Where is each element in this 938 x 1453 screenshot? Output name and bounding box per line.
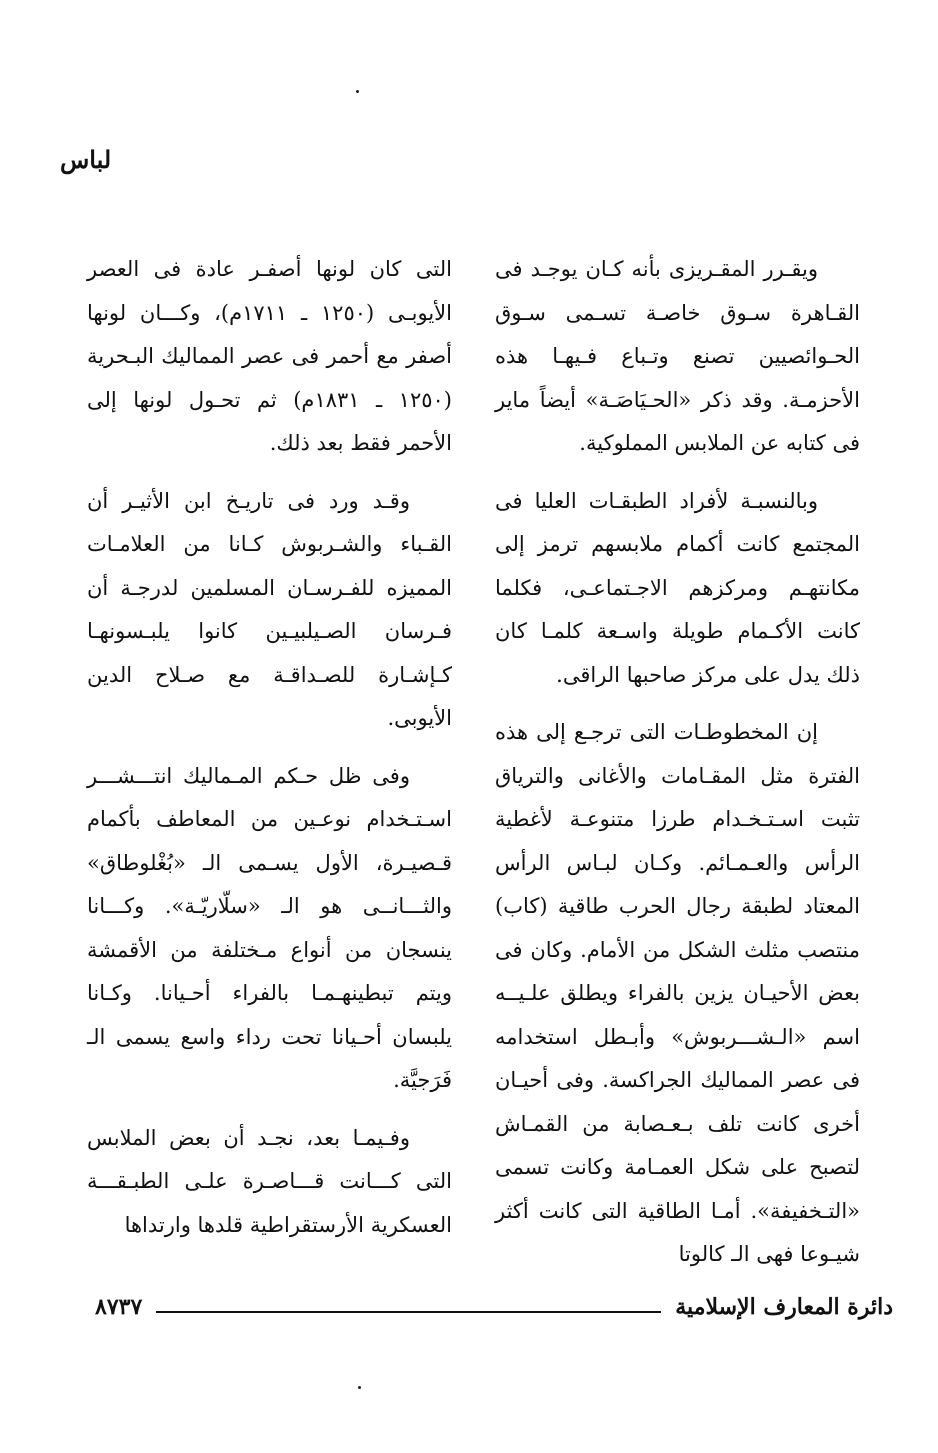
text-column-right <box>495 248 860 1291</box>
page-number: ٨٧٣٧ <box>95 1294 143 1320</box>
paragraph: ويقـرر المقـريزى بأنه كـان يوجـد فى القـاهرة سـوق خاصـة تسـمى سـوق الحـوائصيين تصنع وتـباع فـيهـا هذه الأحزمـة. وقد ذكر «الحـيَاصَـة» أيضاً ماير فى كتابه عن الملابس المملوكية. <box>495 257 860 455</box>
paragraph: وبالنسبـة لأفراد الطبقـات العليا فى المجتمع كانت أكمام ملابسهم ترمز إلى مكانتهـم ومركزهم الاجـتماعـى، فكلما كانت الأكـمام طويلة واسـعة كلمـا كان ذلك يدل على مركز صاحبها الراقى. <box>495 488 860 687</box>
footer-rule <box>156 1311 661 1313</box>
scan-speck-top <box>356 90 359 93</box>
page-footer <box>95 1290 893 1324</box>
running-head-title: لباس <box>60 145 112 174</box>
scan-speck-bottom <box>358 1386 361 1389</box>
text-column-left <box>87 248 452 1261</box>
paragraph: وفى ظل حـكم المـماليك انتـــشـــر اسـتـخدام نوعـين من المعاطف بأكمام قـصيـرة، الأول يسـمى الـ «بُغْلوطاق» والثـــانــى هو الـ «سلّاريّـة». وكـــانا ينسجان من أنواع مـختلفة من الأقمشة ويتم تبطينهـمـا بالفراء أحـيانا. وكـانا يلبسان أحـيانا تحت رداء واسع يسمى الـ فَرَجيَّة. <box>87 763 452 1092</box>
paragraph: إن المخطوطـات التى ترجـع إلى هذه الفترة مثل المقـامات والأغانى والترياق تثبت اسـتـخـدام طرزا متنوعـة لأغطية الرأس والعـمـائم. وكـان لبـاس الرأس المعتاد لطبقة رجال الحرب طاقية (كاب) منتصب مثلث الشكل من الأمام. وكان فى بعض الأحيـان يزين بالفراء ويطلق علـيــه اسم «الـشـــربوش» وأبـطل استخدامه فى عصر المماليك الجراكسة. وفى أحيـان أخرى كانت تلف بـعـصابة من القمـاش لتصبح على شكل العمـامة وكانت تسمى «التـخفيفة». أمـا الطاقية التى كانت أكثر شيـوعا فهى الـ كالوتا <box>495 720 860 1266</box>
footer-publication-title: دائرة المعارف الإسلامية <box>675 1294 893 1320</box>
paragraph: وقـد ورد فى تاريـخ ابن الأثيـر أن القـباء والشـربوش كـانا من العلامـات المميزه للفـرسـان المسلمين لدرجـة أن فـرسان الصـيلبيـين كانوا يلبـسونهـا كـإشـارة للصـداقـة مع صـلاح الدين الأيوبى. <box>87 488 452 730</box>
paragraph: التى كان لونها أصفـر عادة فى العصر الأيوبـى (١٢٥٠ ـ ١٧١١م)، وكـــان لونها أصفر مع أحمر فى عصر المماليك البـحرية (١٢٥٠ ـ ١٨٣١م) ثم تحـول لونها إلى الأحمر فقط بعد ذلك. <box>87 257 452 455</box>
paragraph: وفـيمـا بعد، نجـد أن بعض الملابس التى كـــانت قـــاصـرة علـى الطبـقـــة العسكرية الأرستقراطية قلدها وارتداها <box>87 1125 452 1237</box>
